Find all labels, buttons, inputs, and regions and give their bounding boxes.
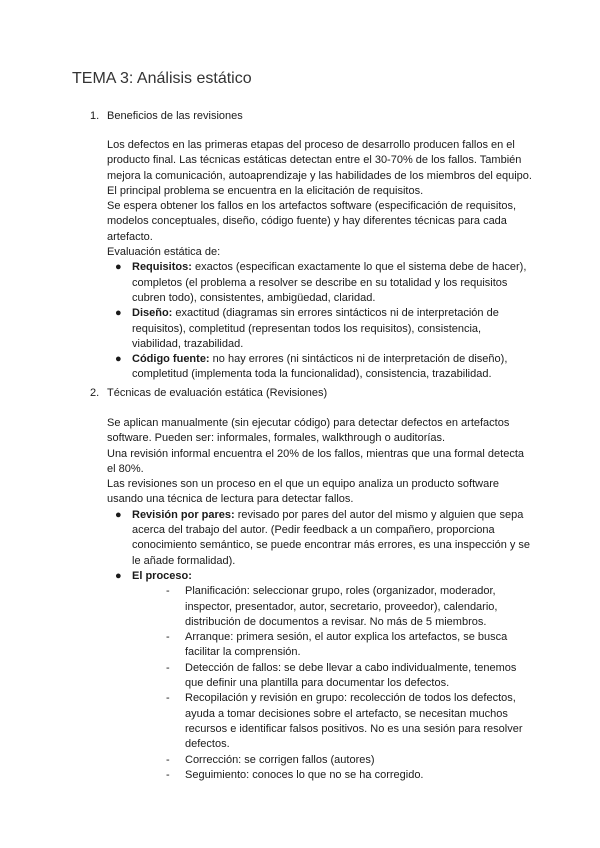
dash-icon: - [166,753,170,766]
bullet-dot-icon: ● [115,569,122,582]
section-1-number: 1. [90,110,100,122]
process-step: - Arranque: primera sesión, el autor explica los artefactos, se busca facilitar la comprensión. [166,631,508,659]
bullet-codigo-fuente [107,352,532,383]
dash-icon: - [166,661,170,674]
bullet-requisitos [107,260,532,306]
bullet-dot-icon: ● [115,307,122,320]
bullet-diseno [107,306,532,352]
bullet-text: exactitud (diagramas sin errores sintácticos ni de interpretación de requisitos), completitud (representan todos los requisitos), consistencia, viabilidad, trazabilidad. [132,307,499,350]
bullet-label: Diseño: [132,307,173,320]
section-2-paragraph: Las revisiones son un proceso en el que un equipo analiza un producto software usando una técnica de lectura para detectar fallos. [107,478,499,506]
bullet-text: exactos (especifican exactamente lo que el sistema debe de hacer), completos (el problema a resolver se describe en su totalidad y los requisitos cubren todo), consistentes, ambigüedad, claridad. [132,261,527,304]
process-step: - Detección de fallos: se debe llevar a cabo individualmente, tenemos que definir una plantilla para documentar los defectos. [166,661,517,690]
section-1-heading: Beneficios de las revisiones [107,110,243,122]
dash-icon: - [166,768,170,781]
section-2-bullet-list [107,508,532,783]
section-2-heading: Técnicas de evaluación estática (Revisiones) [107,387,328,399]
bullet-label: Revisión por pares: [132,508,235,521]
dash-icon: - [166,692,170,705]
section-1-body [107,138,532,383]
page-title: TEMA 3: Análisis estático [72,70,252,87]
section-2-paragraph: Se aplican manualmente (sin ejecutar código) para detectar defectos en artefactos software. Pueden ser: informales, formales, walkthrough o auditorías. [107,417,510,445]
section-1-paragraph: Los defectos en las primeras etapas del proceso de desarrollo producen fallos en el producto final. Las técnicas estáticas detectan entre el 30-70% de los fallos. También mejora la comunicación, autoaprendizaje y las habilidades de los miembros del equipo. El principal problema se encuentra en la elicitación de requisitos. [107,139,532,197]
bullet-label: Requisitos: [132,261,192,274]
dash-icon: - [166,631,170,644]
bullet-text: revisado por pares del autor del mismo y alguien que sepa acerca del trabajo del autor. (Pedir feedback a un compañero, proporciona conocimiento semántico, se puede encontrar más errores, es una inspección y se le añade formalidad). [132,508,531,567]
process-steps-list [132,584,532,783]
section-1-paragraph: Se espera obtener los fallos en los artefactos software (especificación de requisitos, modelos conceptuales, diseño, código fuente) y hay diferentes técnicas para cada artefacto. [107,200,517,243]
process-step: - Corrección: se corrigen fallos (autores) [152,753,532,768]
process-step: - Seguimiento: conoces lo que no se ha corregido. [152,768,532,783]
bullet-text: no hay errores (ni sintácticos ni de interpretación de diseño), completitud (implementa toda la funcionalidad), consistencia, trazabilidad. [132,353,508,381]
section-1-bullet-list [107,260,532,382]
bullet-revision-por-pares [107,508,532,569]
section-2-paragraph: Una revisión informal encuentra el 20% de los fallos, mientras que una formal detecta el 80%. [107,447,525,475]
dash-icon: - [166,585,170,598]
section-1-paragraph: Evaluación estática de: [107,246,221,259]
bullet-el-proceso [107,569,532,783]
section-2-body [107,416,532,783]
bullet-dot-icon: ● [115,353,122,366]
bullet-dot-icon: ● [115,261,122,274]
process-step: - Planificación: seleccionar grupo, roles (organizador, moderador, inspector, presentador, autor, secretario, proveedor), calendario, distribución de documentos a revisar. No más de 5 miembros. [166,585,498,628]
bullet-label: Código fuente: [132,353,210,366]
bullet-label: El proceso: [132,569,192,582]
bullet-dot-icon: ● [115,508,122,521]
process-step: - Recopilación y revisión en grupo: recolección de todos los defectos, ayuda a tomar decisiones sobre el artefacto, se necesitan muchos recursos e identificar falsos positivos. No es una sesión para resolver defectos. [166,692,523,751]
section-2-number: 2. [90,387,100,399]
